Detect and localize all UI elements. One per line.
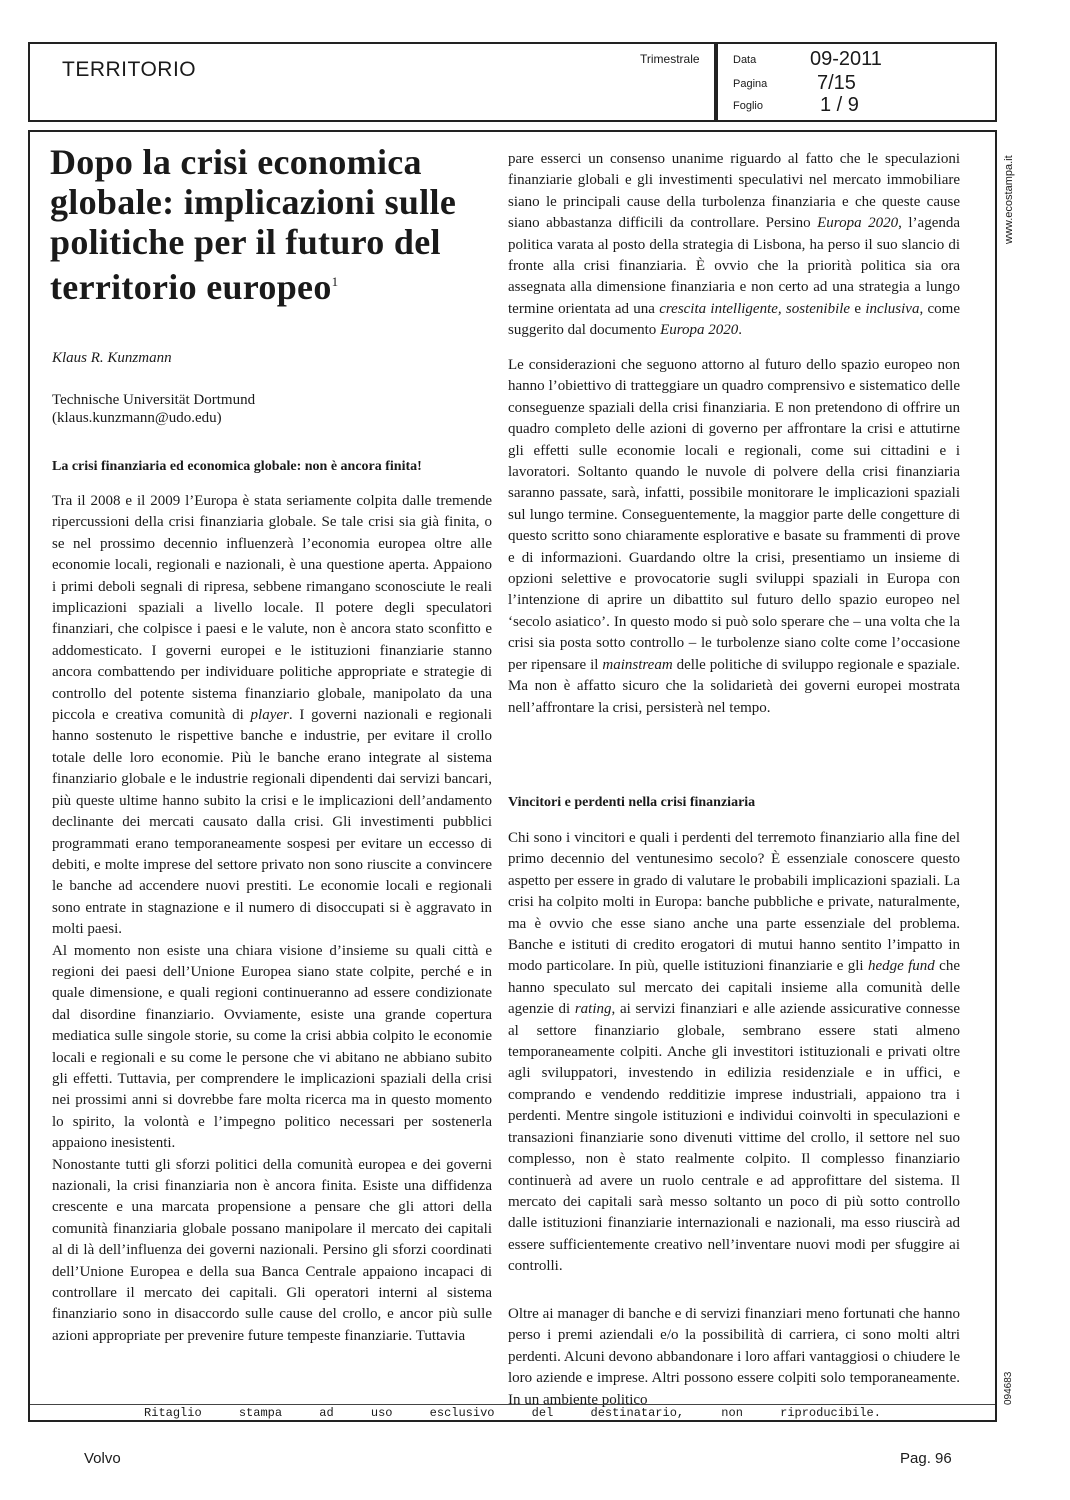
text-run: , ai servizi finanziari e alle aziende assicurative connesse al settore finanziario globale, sembrano essere stati almeno temporaneamente colpiti. Anche gli investitori istituzionali e privati oltre agli sviluppatori, investendo in edilizia residenziale e in uffici, e comprando e vendendo redditizie imprese industriali, appaiono tra i perdenti. Mentre singole istituzioni e individui coinvolti in speculazioni e transazioni finanziarie sono divenuti vittime del crollo, il settore nel suo complesso, non è stato realmente colpito. Il complesso finanziario continuerà ad avere un ruolo centrale e ad approfittare del sistema. Il mercato dei capitali sarà messo soltanto un poco di più sotto controllo dalle istituzioni finanziarie internazionali e nazionali, ma esso riuscirà ad essere sufficientemente creativo nell’inventare nuovi modi per sfuggire ai controlli.: [508, 1001, 961, 1275]
column-right-middle: [508, 340, 960, 734]
emphasis: inclusiva: [865, 300, 920, 317]
data-label: Data: [733, 54, 757, 66]
section-heading: La crisi finanziaria ed economica globale: non è ancora finita!: [52, 459, 422, 474]
paragraph: [508, 149, 960, 342]
clipping-notice: Ritaglio stampa ad uso esclusivo del destinatario, non riproducibile.: [144, 1406, 881, 1420]
text-run: pare esserci un consenso unanime riguardo al fatto che le speculazioni finanziarie globali e gli investimenti speculativi nel mercato immobiliare siano le principali cause della turbolenza finanziaria e che queste cause siano abbastanza difficili da controllare. Persino: [508, 151, 960, 232]
side-code-text: 094683: [1003, 1371, 1014, 1405]
side-url: [1000, 130, 1022, 250]
emphasis: hedge fund: [867, 958, 935, 975]
paragraph: [508, 355, 960, 719]
foglio-label: Foglio: [733, 100, 763, 112]
text-run: , l’agenda politica varata al posto della strategia di Lisbona, ha perso il suo slancio di fronte alla crisi finanziaria. È ovvio che la priorità politica sia ora assegnata alla dimensione finanziaria e non certo ad una strategia a lungo termine orientata ad una: [508, 215, 961, 317]
affiliation-institution: Technische Universität Dortmund: [52, 392, 256, 408]
article-title: [50, 142, 490, 307]
author-name: Klaus R. Kunzmann: [52, 350, 172, 366]
text-run: delle politiche di sviluppo regionale e spaziale. Ma non è affatto sicuro che la solidarietà dei governi europei mostrata nell’affrontare la crisi, persisterà nel tempo.: [508, 656, 960, 716]
text-run: . I governi nazionali e regionali hanno sostenuto le rispettive banche e industrie, per evitare il crollo totale delle loro economie. Più le banche erano integrate al sistema finanziario globale e le industrie regionali dipendenti dai servizi bancari, più queste ultime hanno subito la crisi e le implicazioni dell’andamento declinante dei mercati causato dalla crisi. Gli investimenti pubblici programmati erano temporaneamente sospesi per evitare un eccesso di debiti, e molte imprese del settore privato non sono riuscite a convincere le banche ad accendere nuovi prestiti. Le economie locali e regionali sono entrate in stagnazione e il numero di disoccupati si è aggravato in molti paesi.: [52, 707, 493, 938]
header-divider: [714, 42, 718, 122]
text-run: , come suggerito dal documento: [508, 300, 960, 339]
data-value: 09-2011: [810, 48, 882, 70]
column-right-top: [508, 134, 960, 357]
section-label: TERRITORIO: [62, 58, 197, 81]
text-run: .: [738, 322, 743, 339]
text-run: che hanno speculato sul mercato dei capitali insieme alla comunità delle agenzie di: [508, 958, 960, 1018]
paragraph: Oltre ai manager di banche e di servizi finanziari meno fortunati che hanno perso i premi aziendali e/o la possibilità di carriera, ci sono molti altri perdenti. Alcuni devono abbandonare i loro affari vantaggiosi o chiudere le loro aziende e imprese. Altri possono essere colpiti solo temporaneamente. In un ambiente politico: [508, 1306, 960, 1408]
affiliation-email: (klaus.kunzmann@udo.edu): [52, 410, 222, 426]
side-url-text: www.ecostampa.it: [1003, 155, 1015, 244]
paragraph: Al momento non esiste una chiara visione d’insieme su quali città e regioni dei paesi dell’Unione Europea siano state colpite, perché e in quale dimensione, e quali regioni continueranno ad essere condizionate dal disordine finanziario. Ovviamente, esiste una grande copertura mediatica sulle singole storie, su come la crisi abbia colpito le economie locali e regionali e su come le persone che vi abitano ne abbiano subito gli effetti. Tuttavia, per comprendere le implicazioni spaziali della crisi nei prossimi anni si dovrebbe fare molta ricerca ma in questo momento lo spirito, la volontà e l’impegno politico necessari per sostenerla appaiono inesistenti.: [52, 942, 492, 1152]
section-heading: Vincitori e perdenti nella crisi finanziaria: [508, 795, 756, 810]
author-affiliation: [52, 391, 255, 427]
page-number: Pag. 96: [900, 1450, 952, 1467]
emphasis: crescita intelligente, sostenibile: [659, 300, 851, 317]
title-footnote-marker: 1: [331, 274, 339, 289]
emphasis: rating: [574, 1001, 612, 1018]
paragraph: [508, 828, 960, 1278]
side-code: [1000, 1355, 1022, 1410]
footer-divider: [30, 1404, 995, 1405]
text-run: Le considerazioni che seguono attorno al futuro dello spazio europeo non hanno l’obiettivo di tratteggiare un quadro comprensivo e sistematico delle conseguenze spaziali della crisi finanziaria. E non pretendono di offrire un quadro completo delle azioni di governo per affrontare la crisi e attutirne gli effetti sulle economie locali e regionali, come sui cittadini e i lavoratori. Soltanto quando le nuvole di polvere della crisi finanziaria saranno passate, sarà, infatti, possibile monitorare le implicazioni spaziali sul lungo termine. Conseguentemente, la maggior parte delle congetture di questo scritto sono chiaramente esplorative e basate su frammenti di prove e di informazioni. Guardando oltre la crisi, presentiamo un insieme di opzioni selettive e provocatorie sugli sviluppi spaziali in Europa con l’intenzione di aprire un dibattito sul futuro dello spazio europeo nel ‘secolo asiatico’. In questo modo si può solo sperare che – una volta che la crisi sia posta sotto controllo – le turbolenze siano colte come l’occasione per ripensare il: [508, 357, 960, 673]
emphasis: Europa 2020: [817, 215, 899, 232]
paragraph: Nonostante tutti gli sforzi politici della comunità europea e dei governi nazionali, la crisi finanziaria non è ancora finita. Esiste una diffidenza crescente e una marcata propensione a pensare che gli attori della comunità finanziaria globale possano manipolare il mercato dei capitali al di là dell’influenza dei governi nazionali. Persino gli sforzi coordinati dell’Unione Europea e della sua Banca Centrale appaiono incapaci di controllare il mercato dei capitali. Gli operatori interni al sistema finanziario sono in disaccordo sulle cause del crollo, e ancor più sulle azioni appropriate per prevenire future tempeste finanziarie. Tuttavia: [52, 1156, 492, 1344]
periodicity-label: Trimestrale: [640, 52, 700, 66]
paragraph: [52, 491, 492, 941]
pagina-label: Pagina: [733, 78, 768, 90]
column-right-bottom: [508, 813, 960, 1293]
text-run: e: [850, 300, 862, 317]
text-run: Chi sono i vincitori e quali i perdenti del terremoto finanziario alla fine del primo decennio del ventunesimo secolo? È essenziale conoscere questo aspetto per essere in grado di valutare le probabili implicazioni spaziali. La crisi ha colpito molti in Europa: banche pubbliche e private, naturalmente, ma è ovvio che esse siano anche una parte essenziale del problema. Banche e istituti di credito erogatori di mutui hanno sentito l’impatto in modo particolare. In più, quelle istituzioni finanziarie e gli: [508, 830, 960, 975]
emphasis: player: [250, 707, 289, 724]
pagina-value: 7/15: [817, 72, 856, 94]
emphasis: mainstream: [602, 656, 673, 673]
column-left: [52, 491, 492, 1347]
emphasis: Europa 2020: [660, 322, 739, 339]
foglio-value: 1 / 9: [820, 94, 859, 116]
text-run: Tra il 2008 e il 2009 l’Europa è stata seriamente colpita dalle tremende ripercussioni della crisi finanziaria globale. Se tale crisi sia già finita, o se nel prossimo decennio influenzerà l’economia europea oltre alle economie locali, regionali e nazionali, è una questione aperta. Appaiono i primi deboli segnali di ripresa, sebbene rimangano sconosciute le reali implicazioni spaziali a livello locale. Il potere degli speculatori finanziari, che colpisce i paesi e le valute, non è ancora stato sconfitto e addomesticato. I governi europei e le istituzioni finanziarie stanno ancora combattendo per individuare politiche appropriate e strategie di controllo del potente sistema finanziario globale, manipolato da una piccola e creativa comunità di: [52, 493, 492, 724]
title-text: Dopo la crisi economica globale: implicazioni sulle politiche per il futuro del territorio europeo: [50, 142, 457, 307]
brand-label: Volvo: [84, 1450, 121, 1467]
